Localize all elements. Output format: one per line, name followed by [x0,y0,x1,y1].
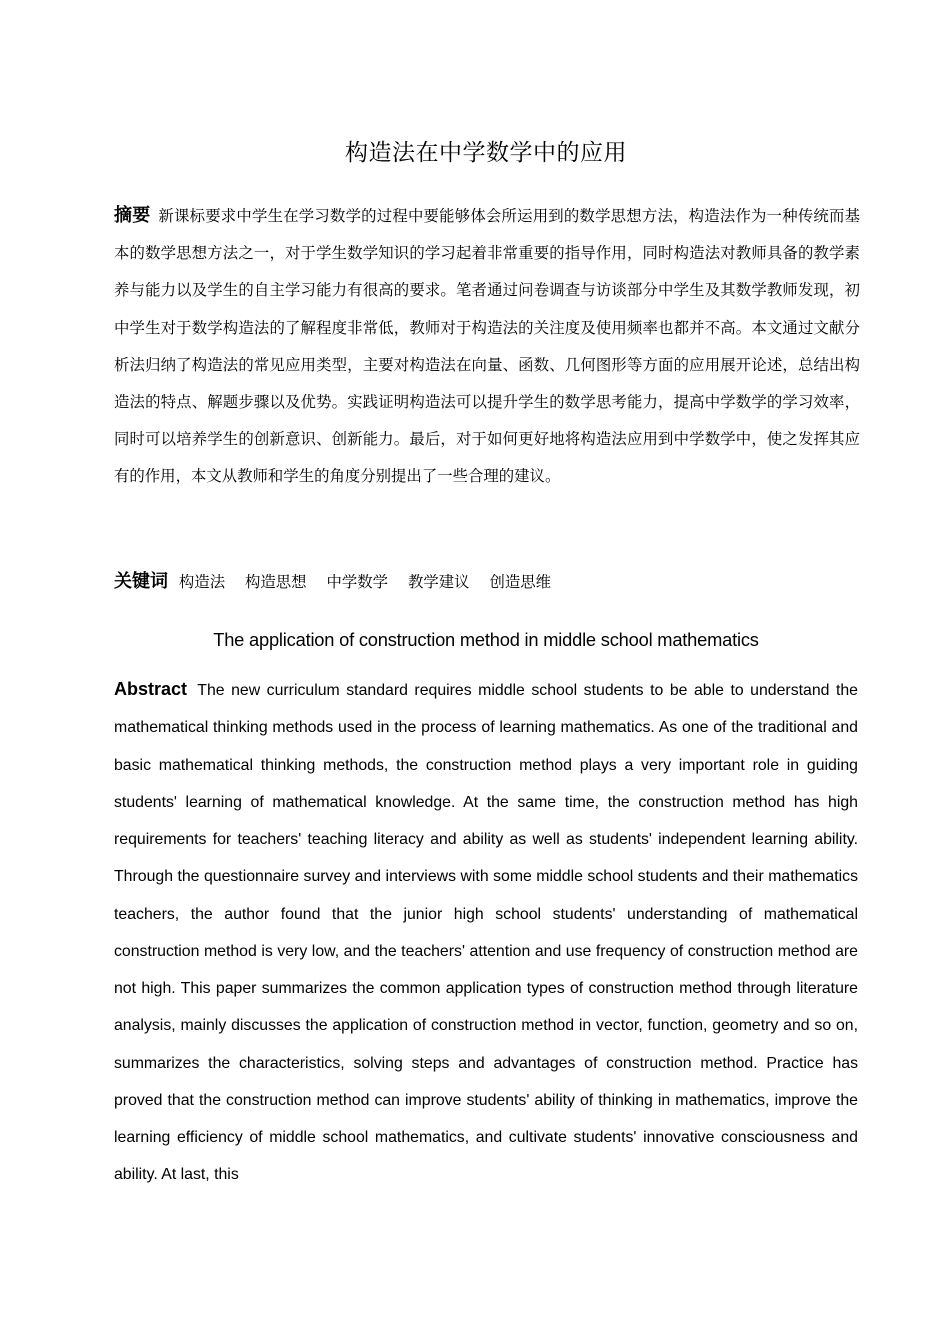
chinese-abstract-text: 新课标要求中学生在学习数学的过程中要能够体会所运用到的数学思想方法，构造法作为一种传统而基本的数学思想方法之一，对于学生数学知识的学习起着非常重要的指导作用，同时构造法对教师具备的教学素养与能力以及学生的自主学习能力有很高的要求。笔者通过问卷调查与访谈部分中学生及其数学教师发现，初中学生对于数学构造法的了解程度非常低，教师对于构造法的关注度及使用频率也都并不高。本文通过文献分析法归纳了构造法的常见应用类型，主要对构造法在向量、函数、几何图形等方面的应用展开论述，总结出构造法的特点、解题步骤以及优势。实践证明构造法可以提升学生的数学思考能力，提高中学数学的学习效率，同时可以培养学生的创新意识、创新能力。最后，对于如何更好地将构造法应用到中学数学中，使之发挥其应有的作用，本文从教师和学生的角度分别提出了一些合理的建议。 [114,207,860,486]
chinese-abstract-label: 摘要 [114,205,151,226]
keyword: 中学数学 [326,573,389,591]
keyword: 创造思维 [489,573,552,591]
english-title: The application of construction method in middle school mathematics [213,629,759,650]
english-abstract-text: The new curriculum standard requires middle school students to be able to understand the mathematical thinking methods used in the process of learning mathematics. As one of the traditional and basic mathematical thinking methods, the construction method plays a very important role in guiding students' learning of mathematical knowledge. At the same time, the construction method has high requirements for teachers' teaching literacy and ability as well as students' independent learning ability. Through the questionnaire survey and interviews with some middle school students and their mathematics teachers, the author found that the junior high school students' understanding of mathematical construction method is very low, and the teachers' attention and use frequency of construction method are not high. This paper summarizes the common application types of construction method through literature analysis, mainly discusses the application of construction method in vector, function, geometry and so on, summarizes the characteristics, solving steps and advantages of construction method. Practice has proved that the construction method can improve students' ability of thinking in mathematics, improve the learning efficiency of middle school mathematics, and cultivate students' innovative consciousness and ability. At last, this [114,682,858,1184]
keyword: 教学建议 [407,573,470,591]
chinese-title: 构造法在中学数学中的应用 [345,140,627,166]
chinese-keywords [114,565,860,599]
english-abstract-label: Abstract [114,679,188,699]
keyword: 构造法 [178,573,226,591]
chinese-keywords-label: 关键词 [114,571,168,592]
english-abstract [114,671,858,1194]
keyword: 构造思想 [245,573,307,591]
chinese-abstract [114,197,860,496]
